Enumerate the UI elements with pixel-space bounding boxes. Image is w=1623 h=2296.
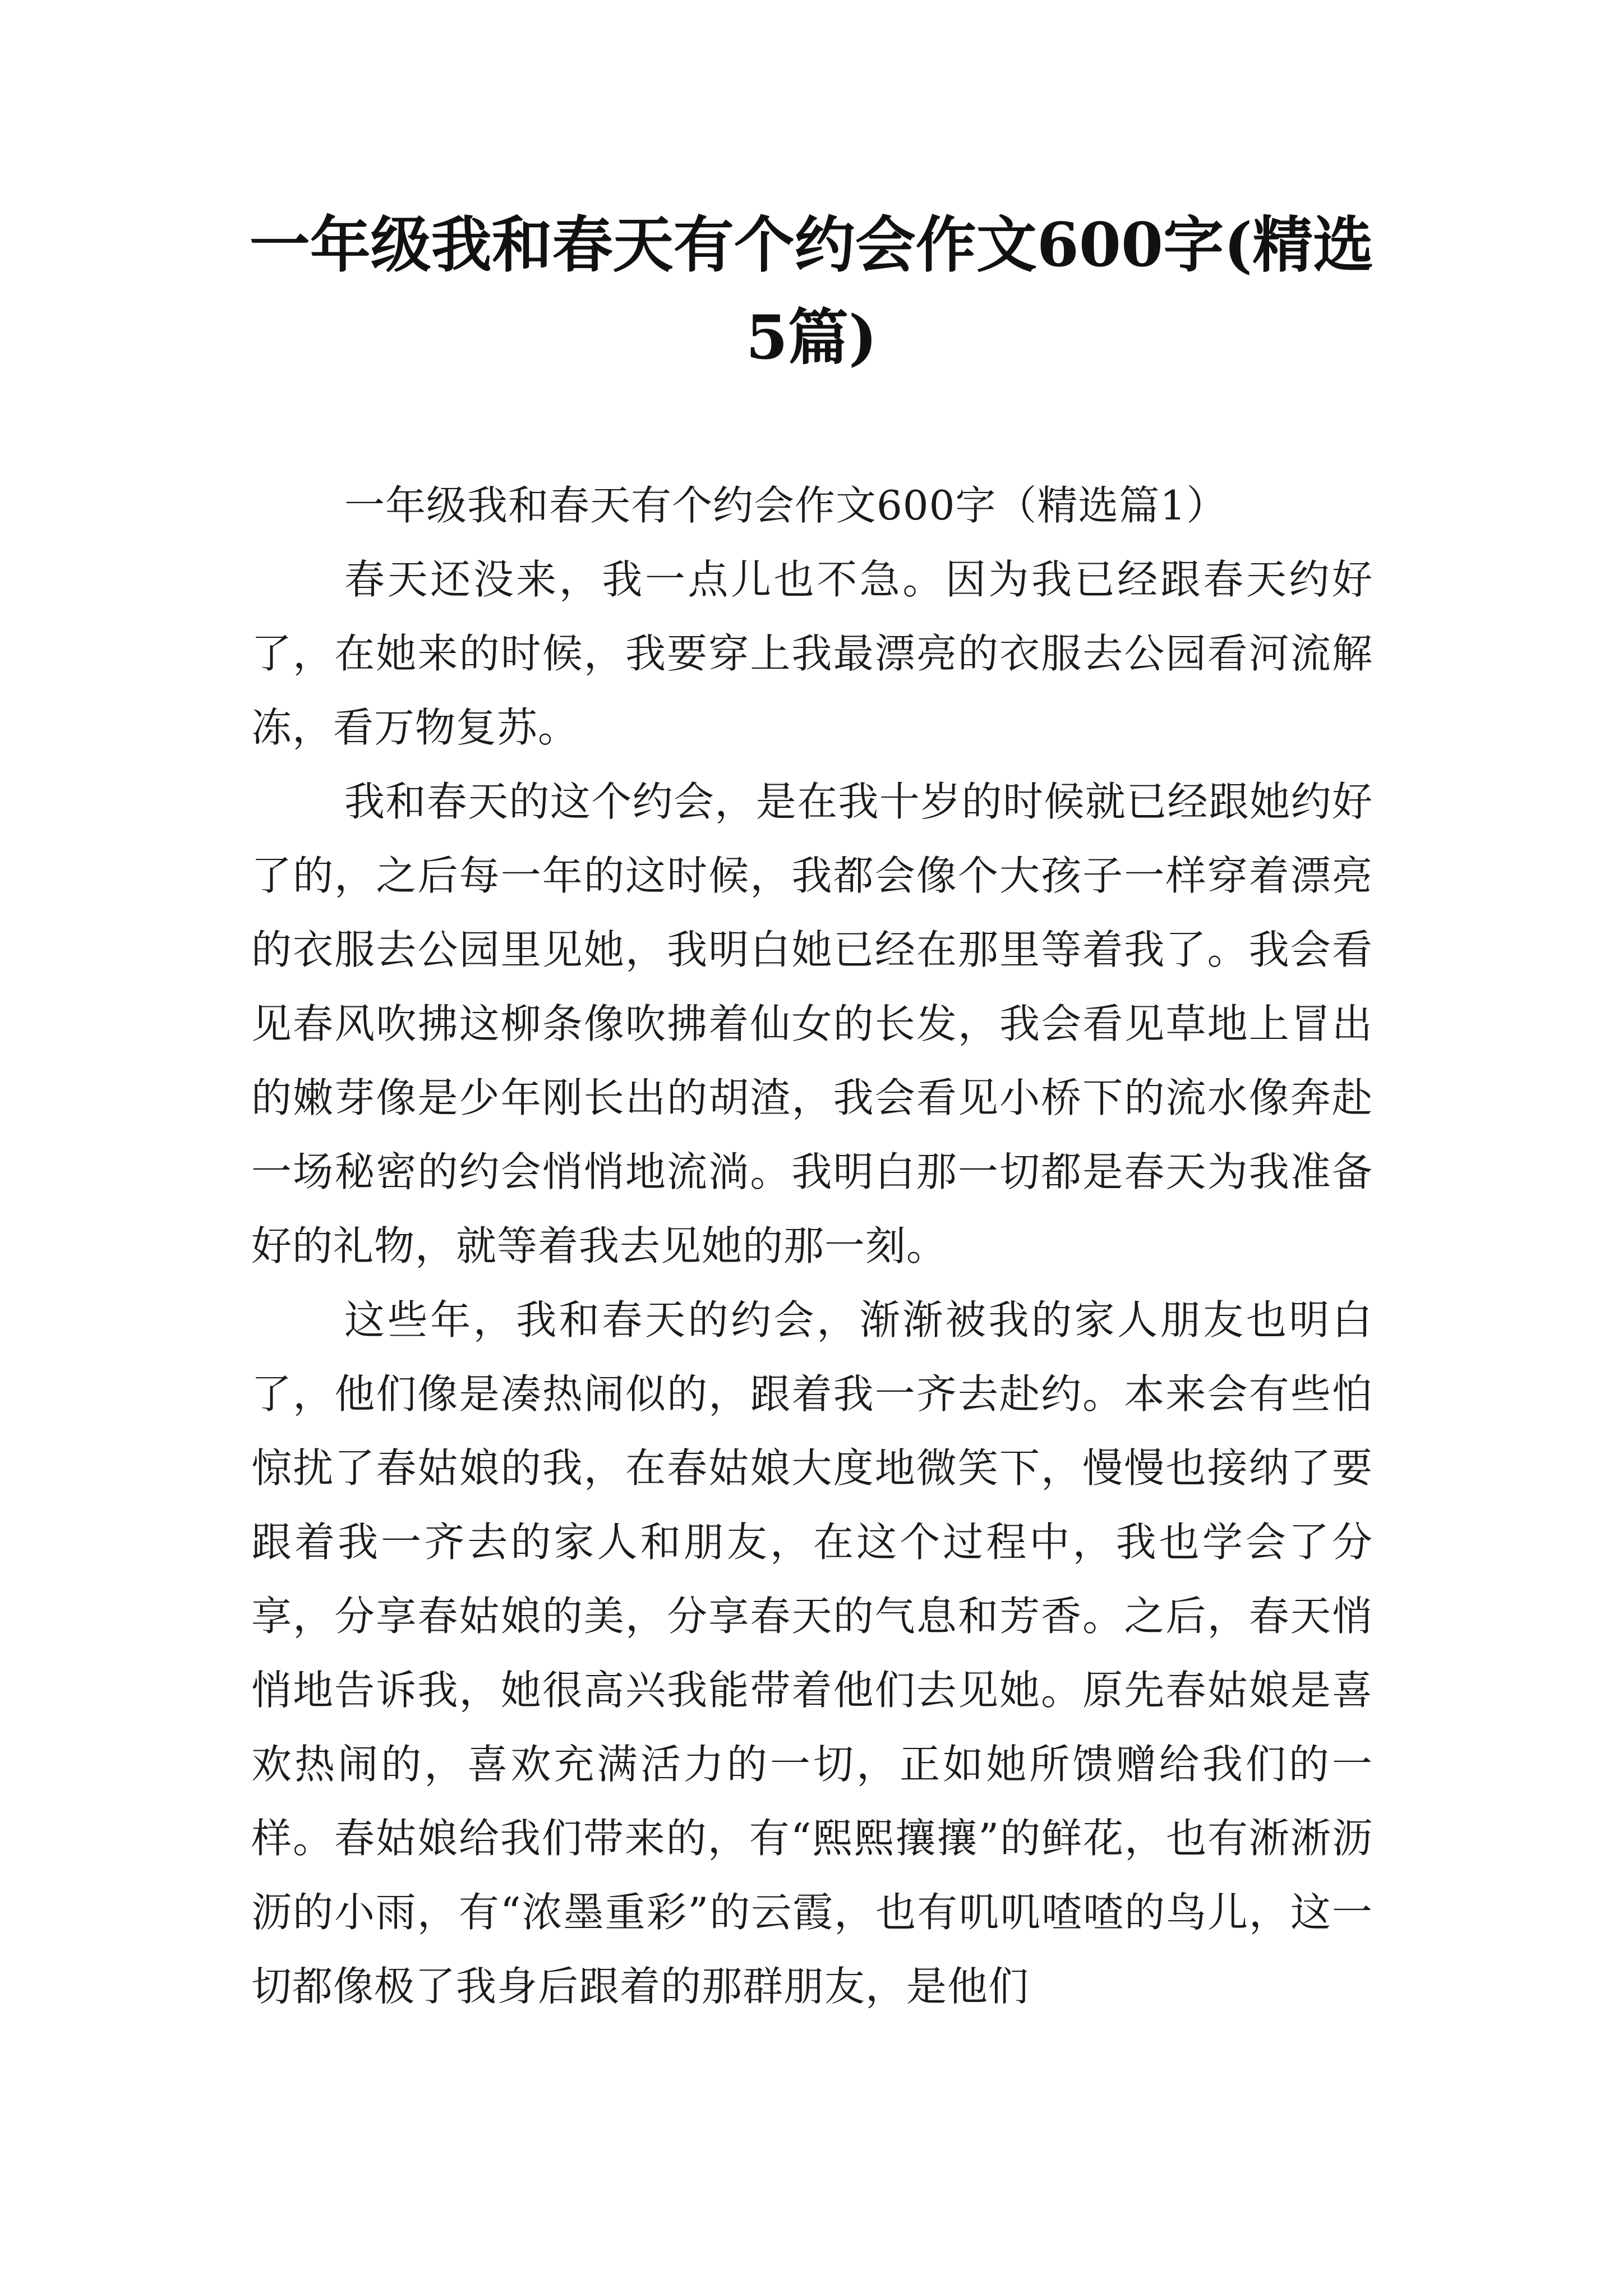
section-heading: 一年级我和春天有个约会作文600字（精选篇1） xyxy=(344,482,1228,529)
document-title: 一年级我和春天有个约会作文600字(精选5篇) xyxy=(249,210,1374,373)
paragraph: 春天还没来，我一点儿也不急。因为我已经跟春天约好了，在她来的时候，我要穿上我最漂亮的衣服去公园看河流解冻，看万物复苏。 xyxy=(251,556,1373,751)
paragraph: 我和春天的这个约会，是在我十岁的时候就已经跟她约好了的，之后每一年的这时候，我都会像个大孩子一样穿着漂亮的衣服去公园里见她，我明白她已经在那里等着我了。我会看见春风吹拂这柳条像吹拂着仙女的长发，我会看见草地上冒出的嫩芽像是少年刚长出的胡渣，我会看见小桥下的流水像奔赴一场秘密的约会悄悄地流淌。我明白那一切都是春天为我准备好的礼物，就等着我去见她的那一刻。 xyxy=(251,778,1373,1269)
document-body xyxy=(251,468,1373,2023)
paragraph: 这些年，我和春天的约会，渐渐被我的家人朋友也明白了，他们像是凑热闹似的，跟着我一齐去赴约。本来会有些怕惊扰了春姑娘的我，在春姑娘大度地微笑下，慢慢也接纳了要跟着我一齐去的家人和朋友，在这个过程中，我也学会了分享，分享春姑娘的美，分享春天的气息和芳香。之后，春天悄悄地告诉我，她很高兴我能带着他们去见她。原先春姑娘是喜欢热闹的，喜欢充满活力的一切，正如她所馈赠给我们的一样。春姑娘给我们带来的，有“熙熙攘攘”的鲜花，也有淅淅沥沥的小雨，有“浓墨重彩”的云霞，也有叽叽喳喳的鸟儿，这一切都像极了我身后跟着的那群朋友，是他们 xyxy=(251,1296,1373,2010)
